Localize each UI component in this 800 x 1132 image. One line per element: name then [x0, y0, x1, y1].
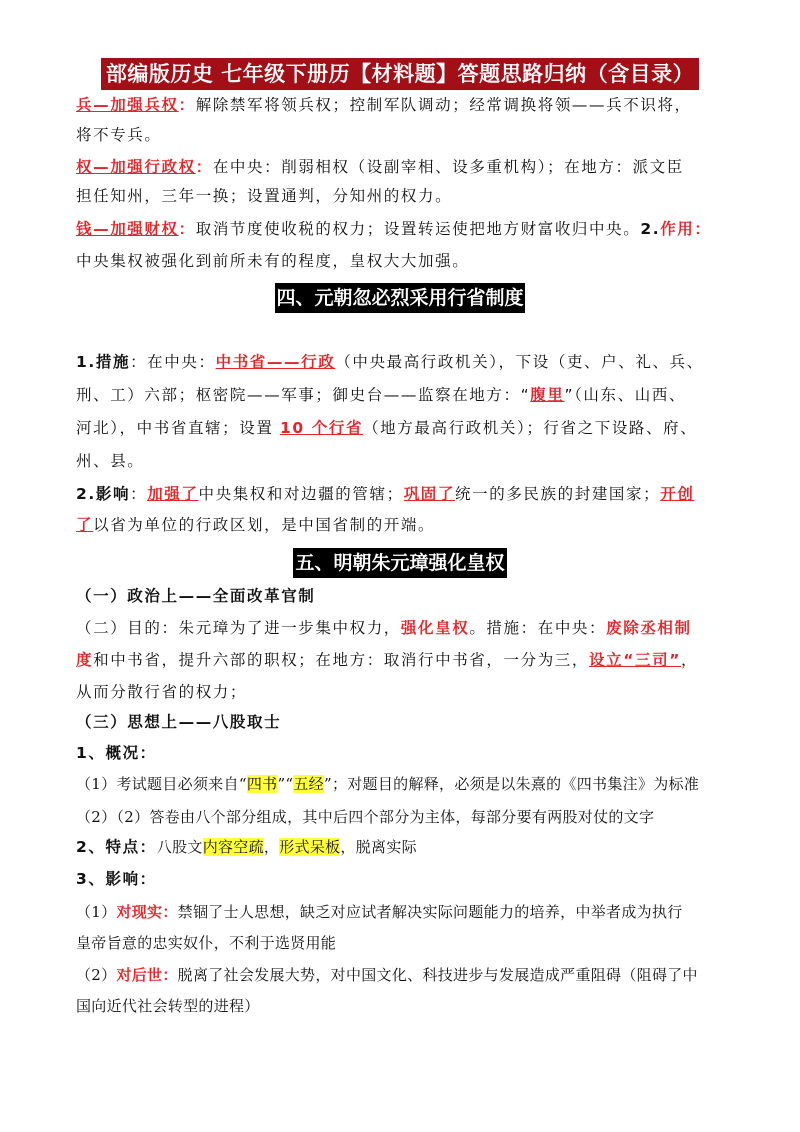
- quan-text: 在中央：削弱相权（设副宰相、设多重机构）；在地方：派文臣: [212, 158, 684, 176]
- qian-text: 取消节度使收税的权力；设置转运使把地方财富收归中央。: [195, 220, 641, 238]
- effect-label: 作用：: [660, 220, 712, 238]
- section4-title: 四、元朝忽必烈采用行省制度: [275, 283, 525, 313]
- quan-label: 权—加强行政权: [76, 158, 196, 176]
- tedian-line: 2、特点：八股文内容空疏，形式呆板，脱离实际: [76, 838, 417, 856]
- fuli-highlight: 腹里: [530, 386, 565, 404]
- s4-line-5: 2.影响：加强了中央集权和对边疆的管辖；巩固了统一的多民族的封建国家；开创: [76, 485, 695, 503]
- bing-line: 兵—加强兵权：解除禁军将领兵权；控制军队调动；经常调换将领——兵不识将，: [76, 96, 692, 114]
- qian-line: 钱—加强财权：取消节度使收税的权力；设置转运使把地方财富收归中央。2.作用：: [76, 220, 712, 238]
- effect-text: 中央集权被强化到前所未有的程度，皇权大大加强。: [76, 252, 470, 270]
- s5-p4: 从而分散行省的权力；: [76, 683, 248, 701]
- quan-line: 权—加强行政权：在中央：削弱相权（设副宰相、设多重机构）；在地方：派文臣: [76, 158, 684, 176]
- s5-p5: （三）思想上——八股取士: [76, 713, 282, 731]
- qian-label: 钱—加强财权: [76, 220, 179, 238]
- yingxiang-2: （2）对后世：脱离了社会发展大势，对中国文化、科技进步与发展造成严重阻碍（阻碍了中: [76, 966, 698, 984]
- yingxiang-1-cont: 皇帝旨意的忠实奴仆，不利于选贤用能: [76, 934, 337, 952]
- section5-title: 五、明朝朱元璋强化皇权: [293, 548, 507, 578]
- s4-line-2: 刑、工）六部；枢密院——军事；御史台——监察在地方：“腹里”（山东、山西、: [76, 386, 687, 404]
- quan-line-2: 担任知州，三年一换；设置通判，分知州的权力。: [76, 187, 453, 205]
- ten-provinces-highlight: 10 个行省: [279, 419, 364, 437]
- gaikuang-heading: 1、概况：: [76, 744, 157, 762]
- sansi-highlight: 设立“三司”: [589, 651, 681, 669]
- s4-line-6: 了以省为单位的行政区划，是中国省制的开端。: [76, 516, 436, 534]
- s5-p3: 度和中书省，提升六部的职权；在地方：取消行中书省，一分为三，设立“三司”，: [76, 651, 699, 669]
- zhongshusheng-highlight: 中书省——行政: [215, 353, 336, 371]
- yingxiang-2-cont: 国向近代社会转型的进程）: [76, 997, 260, 1015]
- gaikuang-2: （2）（2）答卷由八个部分组成，其中后四个部分为主体，每部分要有两股对仗的文字: [76, 808, 655, 826]
- bing-label: 兵—加强兵权: [76, 96, 179, 114]
- s4-line-1: 1.措施：在中央：中书省——行政（中央最高行政机关），下设（吏、户、礼、兵、: [76, 353, 704, 371]
- yingxiang-1: （1）对现实：禁锢了士人思想，缺乏对应试者解决实际问题能力的培养，中举者成为执行: [76, 903, 683, 921]
- document-title: 部编版历史 七年级下册历【材料题】答题思路归纳（含目录）: [101, 58, 699, 90]
- s5-p2: （二）目的：朱元璋为了进一步集中权力，强化皇权。措施：在中央：废除丞相制: [76, 619, 692, 637]
- s5-p1: （一）政治上——全面改革官制: [76, 587, 316, 605]
- bing-text: 解除禁军将领兵权；控制军队调动；经常调换将领——兵不识将，: [195, 96, 692, 114]
- s4-line-4: 州、县。: [76, 452, 145, 470]
- s4-line-3: 河北），中书省直辖；设置 10 个行省（地方最高行政机关）；行省之下设路、府、: [76, 419, 698, 437]
- gaikuang-1: （1）考试题目必须来自“四书”“五经”；对题目的解释，必须是以朱熹的《四书集注》为标准: [76, 775, 700, 793]
- bing-line-2: 将不专兵。: [76, 126, 162, 144]
- yingxiang-heading: 3、影响：: [76, 870, 157, 888]
